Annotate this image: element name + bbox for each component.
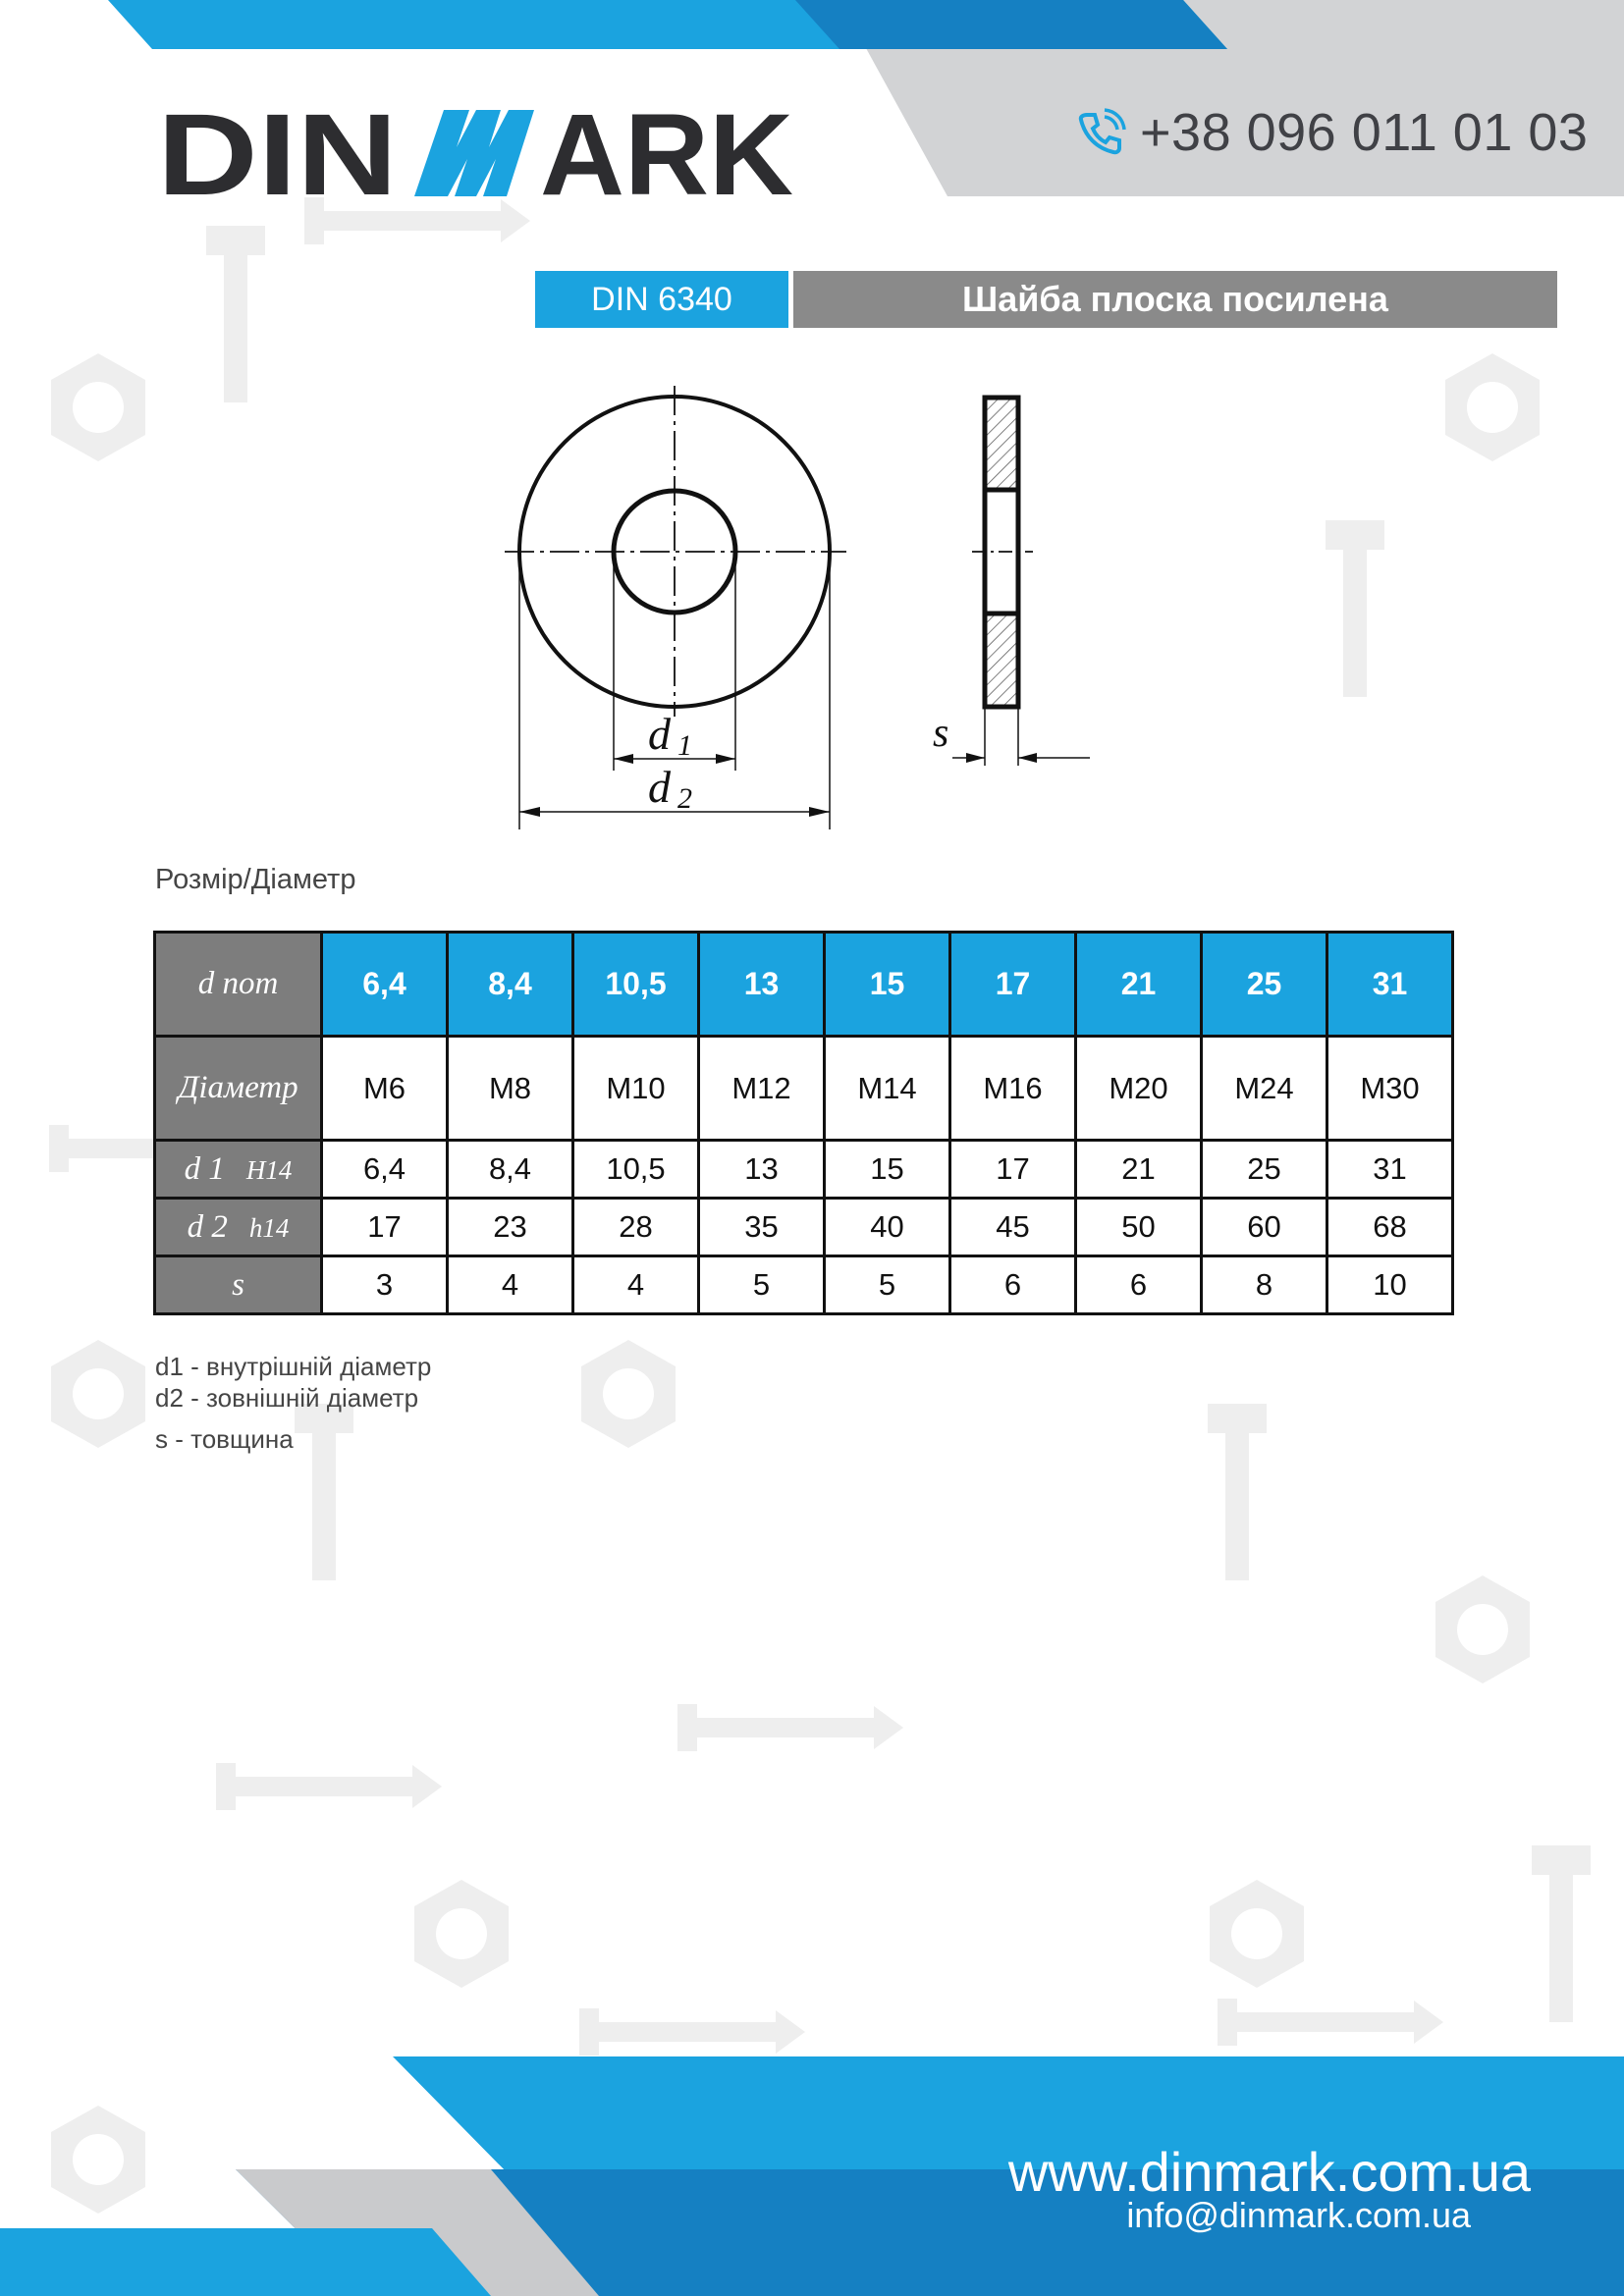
front-view <box>505 386 846 829</box>
row-header-label: d nom <box>197 966 279 1001</box>
table-cell: M14 <box>825 1037 950 1141</box>
row-header <box>155 1141 322 1199</box>
table-cell: 50 <box>1076 1199 1202 1256</box>
table-cell: 17 <box>322 1199 448 1256</box>
table-cell: M30 <box>1327 1037 1453 1141</box>
footer-website-link[interactable]: www.dinmark.com.ua <box>1007 2141 1531 2203</box>
d1-subscript: 1 <box>677 729 692 762</box>
table-cell: 25 <box>1202 933 1327 1037</box>
row-header <box>155 1256 322 1314</box>
row-header <box>155 933 322 1037</box>
table-cell: 17 <box>950 1141 1076 1199</box>
table-cell: M8 <box>448 1037 573 1141</box>
table-cell: 45 <box>950 1199 1076 1256</box>
table-cell: 28 <box>573 1199 699 1256</box>
row-s <box>155 1256 1453 1314</box>
table-cell: 5 <box>825 1256 950 1314</box>
row-diameter <box>155 1037 1453 1141</box>
svg-text:ARK: ARK <box>540 98 793 206</box>
row-header <box>155 1199 322 1256</box>
table-cell: 21 <box>1076 933 1202 1037</box>
table-cell: 6 <box>950 1256 1076 1314</box>
phone-icon <box>1075 107 1126 158</box>
table-cell: 5 <box>699 1256 825 1314</box>
table-cell: 35 <box>699 1199 825 1256</box>
table-subtitle: Розмір/Діаметр <box>155 864 356 895</box>
row-header-label: d 1 <box>184 1150 225 1187</box>
row-header-label: s <box>232 1266 244 1303</box>
table-cell: 17 <box>950 933 1076 1037</box>
table-cell: 31 <box>1327 1141 1453 1199</box>
side-view <box>933 398 1090 766</box>
table-cell: 31 <box>1327 933 1453 1037</box>
standard-label: DIN 6340 <box>535 271 788 328</box>
table-cell: 10 <box>1327 1256 1453 1314</box>
d1-label: d <box>648 709 671 759</box>
table-cell: 8 <box>1202 1256 1327 1314</box>
legend-d2: d2 - зовнішній діаметр <box>155 1383 419 1413</box>
table-cell: 23 <box>448 1199 573 1256</box>
row-header <box>155 1037 322 1141</box>
table-cell: 68 <box>1327 1199 1453 1256</box>
table-cell: 10,5 <box>573 1141 699 1199</box>
d2-label: d <box>648 762 671 812</box>
table-cell: 25 <box>1202 1141 1327 1199</box>
footer-email-link[interactable]: info@dinmark.com.ua <box>1126 2195 1471 2235</box>
row-header-label: d 2 <box>187 1208 228 1245</box>
table-cell: M10 <box>573 1037 699 1141</box>
table-cell: 6,4 <box>322 933 448 1037</box>
spec-table <box>153 931 1454 1315</box>
table-cell: 13 <box>699 1141 825 1199</box>
table-cell: 8,4 <box>448 1141 573 1199</box>
table-cell: 4 <box>448 1256 573 1314</box>
table-cell: 10,5 <box>573 933 699 1037</box>
table-cell: M12 <box>699 1037 825 1141</box>
washer-drawing <box>481 378 1110 839</box>
row-header-tolerance: h14 <box>248 1212 290 1243</box>
table-cell: 21 <box>1076 1141 1202 1199</box>
row-d-nom <box>155 933 1453 1037</box>
product-name: Шайба плоска посилена <box>793 271 1557 328</box>
row-d2 <box>155 1199 1453 1256</box>
phone-contact[interactable] <box>1075 98 1588 167</box>
table-cell: 6,4 <box>322 1141 448 1199</box>
table-cell: 15 <box>825 1141 950 1199</box>
row-d1 <box>155 1141 1453 1199</box>
table-cell: M24 <box>1202 1037 1327 1141</box>
legend-d1: d1 - внутрішній діаметр <box>155 1352 432 1381</box>
d2-subscript: 2 <box>677 782 692 815</box>
phone-number: +38 096 011 01 03 <box>1140 103 1589 162</box>
table-cell: M6 <box>322 1037 448 1141</box>
table-cell: 13 <box>699 933 825 1037</box>
table-cell: 15 <box>825 933 950 1037</box>
legend-s: s - товщина <box>155 1424 294 1454</box>
table-cell: 6 <box>1076 1256 1202 1314</box>
s-label: s <box>933 711 949 756</box>
table-cell: M16 <box>950 1037 1076 1141</box>
row-header-label: Діаметр <box>178 1070 298 1105</box>
table-cell: 40 <box>825 1199 950 1256</box>
table-cell: 4 <box>573 1256 699 1314</box>
table-cell: 8,4 <box>448 933 573 1037</box>
svg-text:DIN: DIN <box>157 98 398 206</box>
table-cell: M20 <box>1076 1037 1202 1141</box>
row-header-tolerance: H14 <box>245 1154 293 1185</box>
dinmark-logo <box>157 98 795 206</box>
table-cell: 60 <box>1202 1199 1327 1256</box>
table-cell: 3 <box>322 1256 448 1314</box>
